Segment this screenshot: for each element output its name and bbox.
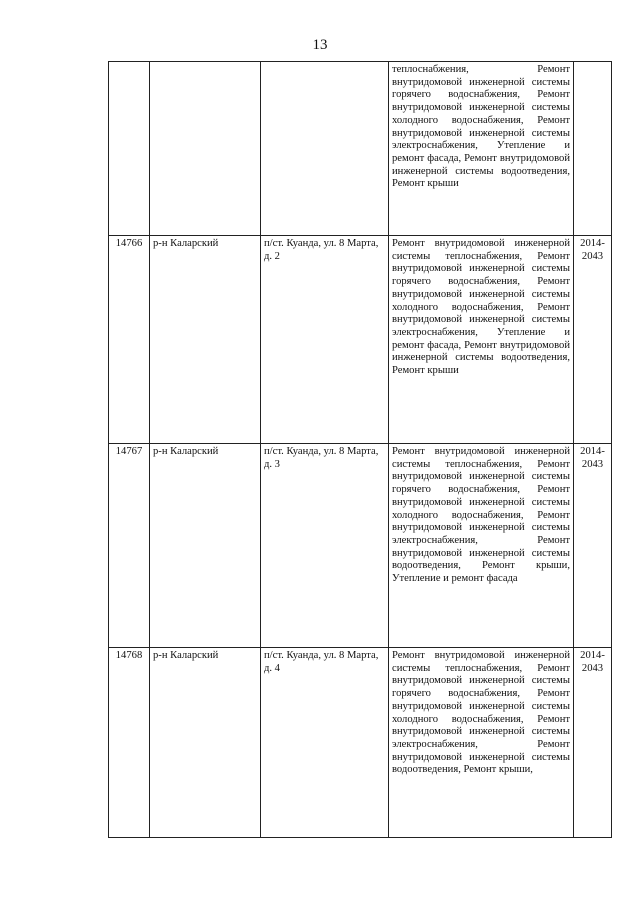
address-cell: п/ст. Куанда, ул. 8 Марта, д. 3 — [261, 444, 389, 648]
registry-table — [108, 61, 612, 838]
works-cell — [389, 648, 574, 838]
works-text: теплоснабжения, Ремонт внутридомовой инженерной системы горячего водоснабжения, Ремонт внутридомовой инженерной системы холодного водоснабжения, Ремонт внутридомовой инженерной системы электроснабжения, Утепление и ремонт фасада, Ремонт внутридомовой инженерной системы водоотведения, Ремонт крыши — [392, 64, 570, 190]
works-cell — [389, 444, 574, 648]
period-cell: 2014-2043 — [574, 444, 612, 648]
record-number-cell — [109, 62, 150, 236]
period-cell: 2014-2043 — [574, 648, 612, 838]
works-cell — [389, 62, 574, 236]
table-row — [109, 444, 612, 648]
table-row — [109, 648, 612, 838]
works-text: Ремонт внутридомовой инженерной системы теплоснабжения, Ремонт внутридомовой инженерной системы горячего водоснабжения, Ремонт внутридомовой инженерной системы холодного водоснабжения, Ремонт внутридомовой инженерной системы электроснабжения, Утепление и ремонт фасада, Ремонт внутридомовой инженерной системы водоотведения, Ремонт крыши — [392, 238, 570, 377]
record-number-cell: 14767 — [109, 444, 150, 648]
table-row — [109, 62, 612, 236]
address-cell — [261, 62, 389, 236]
works-cell — [389, 236, 574, 444]
works-text: Ремонт внутридомовой инженерной системы теплоснабжения, Ремонт внутридомовой инженерной системы горячего водоснабжения, Ремонт внутридомовой инженерной системы холодного водоснабжения, Ремонт внутридомовой инженерной системы электроснабжения, Ремонт внутридомовой инженерной системы водоотведения, Ремонт крыши, Утепление и ремонт фасада — [392, 446, 570, 585]
district-cell: р-н Каларский — [150, 236, 261, 444]
works-text: Ремонт внутридомовой инженерной системы теплоснабжения, Ремонт внутридомовой инженерной системы горячего водоснабжения, Ремонт внутридомовой инженерной системы холодного водоснабжения, Ремонт внутридомовой инженерной системы электроснабжения, Ремонт внутридомовой инженерной системы водоотведения, Ремонт крыши, — [392, 650, 570, 776]
page-number: 13 — [312, 37, 328, 53]
district-cell: р-н Каларский — [150, 444, 261, 648]
table-row — [109, 236, 612, 444]
record-number-cell: 14768 — [109, 648, 150, 838]
period-cell: 2014-2043 — [574, 236, 612, 444]
record-number-cell: 14766 — [109, 236, 150, 444]
district-cell — [150, 62, 261, 236]
address-cell: п/ст. Куанда, ул. 8 Марта, д. 4 — [261, 648, 389, 838]
district-cell: р-н Каларский — [150, 648, 261, 838]
address-cell: п/ст. Куанда, ул. 8 Марта, д. 2 — [261, 236, 389, 444]
period-cell — [574, 62, 612, 236]
